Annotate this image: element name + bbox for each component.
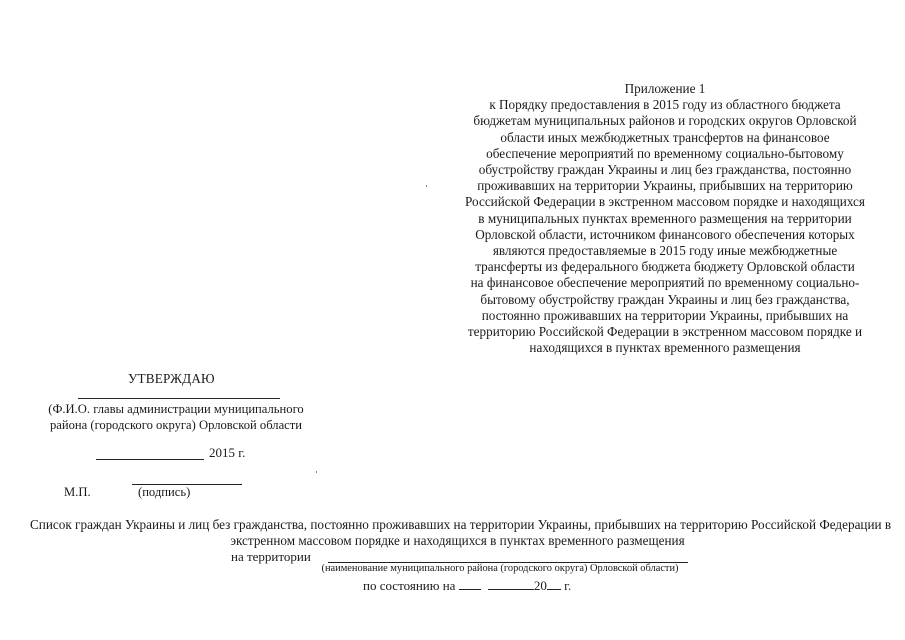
as-of-month-blank (488, 577, 534, 590)
appendix-line: Российской Федерации в экстренном массовом порядке и находящихся (465, 194, 865, 210)
appendix-line: территорию Российской Федерации в экстренном массовом порядке и (467, 324, 863, 340)
appendix-line: обустройству граждан Украины и лиц без гражданства, постоянно (478, 162, 852, 178)
appendix-title: Приложение 1 (624, 81, 706, 96)
appendix-line: на финансовое обеспечение мероприятий по временному социально- (470, 275, 860, 291)
appendix-block (455, 81, 875, 356)
appendix-line: постоянно проживавших на территории Украины, прибывших на (481, 307, 849, 323)
stamp-place-label: М.П. (64, 485, 91, 499)
as-of-year-prefix: 20 (533, 578, 547, 593)
appendix-line: проживавших на территории Украины, прибывших на территорию (477, 178, 853, 194)
date-blank-line (96, 459, 204, 460)
appendix-line: трансферты из федерального бюджета бюджету Орловской области (475, 259, 855, 275)
approver-name-line (78, 398, 280, 399)
appendix-line: являются предоставляемые в 2015 году иные межбюджетные (492, 243, 838, 259)
appendix-line: к Порядку предоставления в 2015 году из областного бюджета (489, 97, 841, 113)
approval-title: УТВЕРЖДАЮ (128, 371, 215, 386)
territory-note: (наименование муниципального района (городского округа) Орловской области) (321, 563, 679, 574)
as-of-suffix: г. (564, 578, 572, 593)
as-of-date (363, 577, 571, 594)
appendix-line: в муниципальных пунктах временного размещения на территории (478, 210, 852, 226)
as-of-day-blank (459, 577, 481, 590)
approver-note-line2: района (городского округа) Орловской области (49, 418, 302, 432)
appendix-line: обеспечение мероприятий по временному социально-бытовому (486, 145, 844, 161)
list-heading-line1: Список граждан Украины и лиц без гражданства, постоянно проживавших на территории Украины, прибывших на территорию Российской Федерации в (30, 517, 892, 532)
appendix-line: бюджетам муниципальных районов и городских округов Орловской (473, 113, 857, 129)
scan-speck (316, 471, 317, 473)
appendix-line: Орловской области, источником финансового обеспечения которых (475, 226, 855, 242)
approver-note (36, 401, 316, 433)
signature-label: (подпись) (138, 485, 191, 499)
scan-speck (426, 185, 427, 187)
territory-label: на территории (231, 549, 311, 564)
appendix-line: бытовому обустройству граждан Украины и лиц без гражданства, (480, 291, 850, 307)
approver-note-line1: (Ф.И.О. главы администрации муниципального (48, 402, 304, 416)
list-heading (30, 517, 892, 549)
approval-date: 2015 г. (209, 445, 246, 460)
appendix-line: области иных межбюджетных трансфертов на финансовое (500, 129, 830, 145)
as-of-year-blank (547, 577, 561, 590)
list-heading-line2: экстренном массовом порядке и находящихся в пунктах временного размещения (230, 533, 685, 548)
appendix-line: находящихся в пунктах временного размещения (529, 340, 801, 356)
as-of-prefix: по состоянию на (363, 578, 456, 593)
